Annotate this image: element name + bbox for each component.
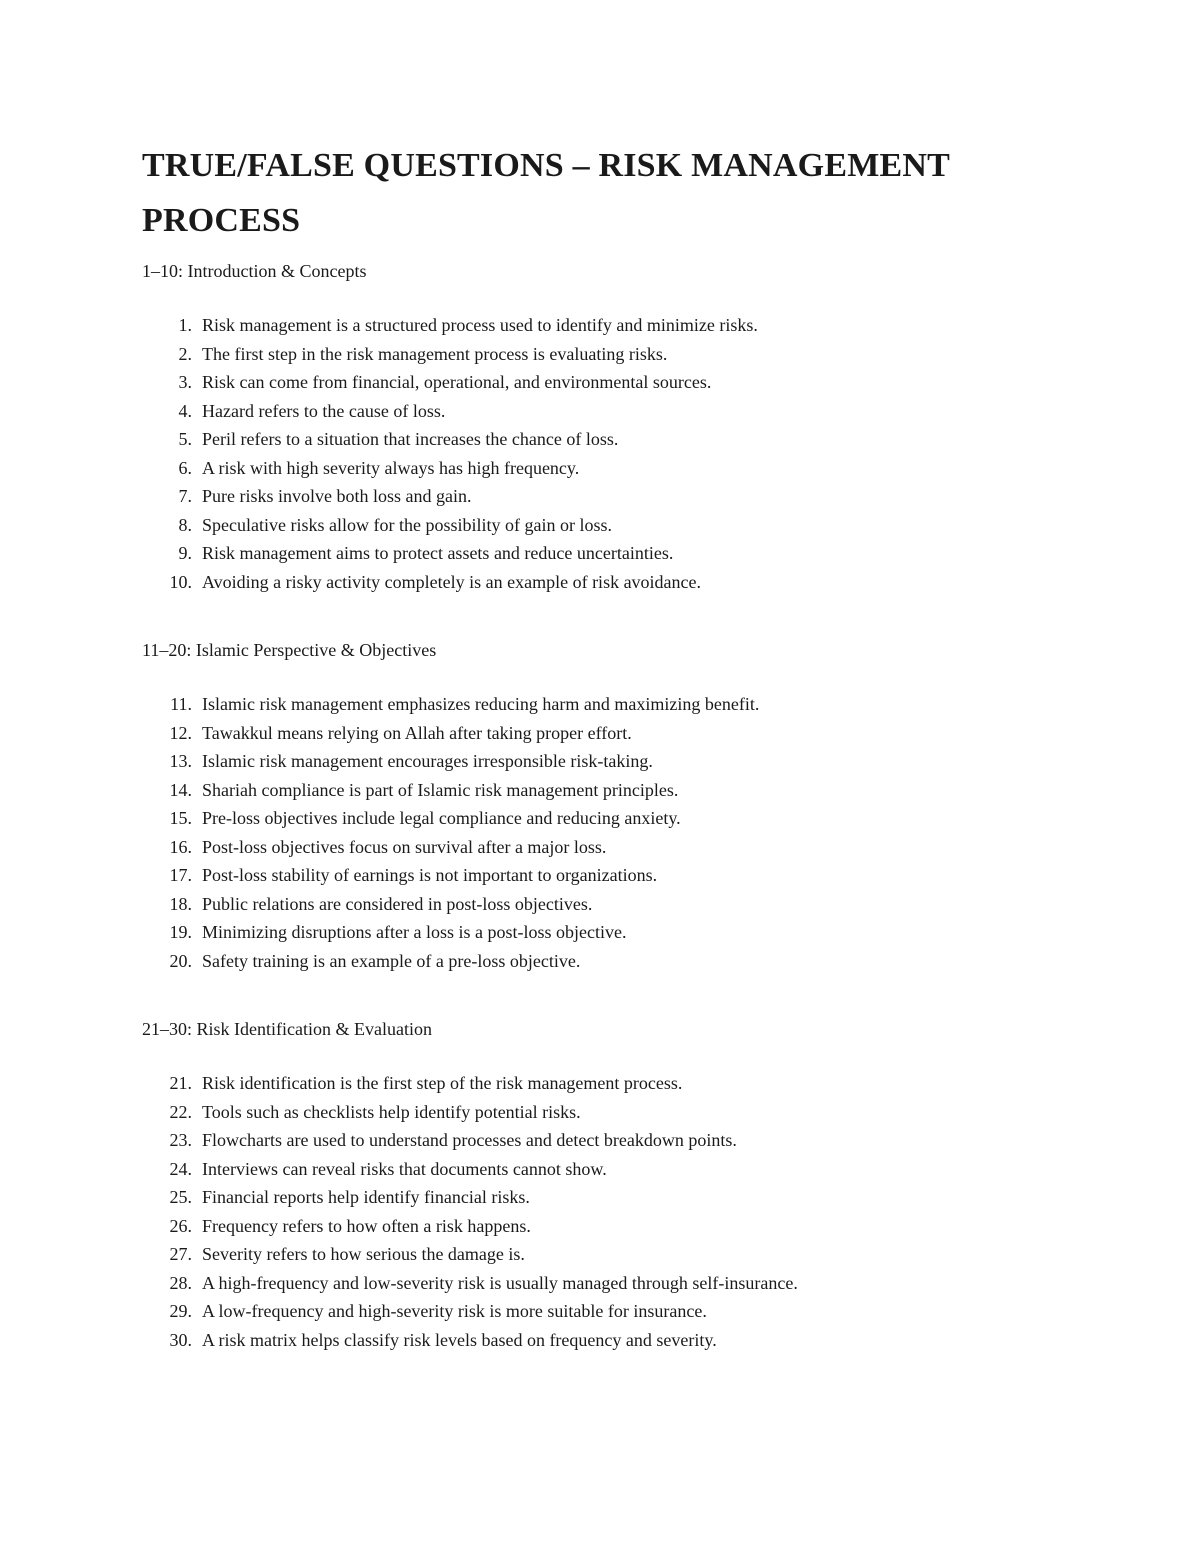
section-heading: 11–20: Islamic Perspective & Objectives [142, 640, 437, 660]
question-text: A high-frequency and low-severity risk is usually managed through self-insurance. [202, 1272, 798, 1293]
question-number: 13. [169, 751, 192, 771]
question-list [142, 1069, 1102, 1354]
section-heading: 1–10: Introduction & Concepts [142, 261, 367, 281]
question-item [142, 690, 1102, 719]
question-item [142, 311, 1102, 340]
question-number: 16. [169, 836, 192, 857]
question-item [142, 1183, 1102, 1212]
question-item [142, 1069, 1102, 1098]
question-number: 29. [169, 1301, 192, 1321]
question-text: Hazard refers to the cause of loss. [202, 400, 446, 421]
question-item [142, 368, 1102, 397]
question-number: 11. [170, 694, 192, 714]
question-item [142, 918, 1102, 947]
question-number: 21. [169, 1073, 192, 1093]
question-item [142, 1098, 1102, 1127]
question-text: Safety training is an example of a pre-loss objective. [202, 950, 581, 971]
question-item [142, 568, 1102, 597]
question-list [142, 690, 1102, 975]
question-text: Pre-loss objectives include legal compliance and reducing anxiety. [202, 808, 681, 828]
question-item [142, 747, 1102, 776]
question-number: 1. [178, 315, 192, 335]
section-introduction-concepts [142, 259, 1102, 596]
question-number: 2. [178, 343, 192, 364]
question-item [142, 397, 1102, 426]
question-text: Post-loss objectives focus on survival after a major loss. [202, 836, 607, 857]
question-number: 23. [169, 1130, 192, 1150]
question-number: 8. [178, 514, 192, 535]
question-number: 7. [178, 486, 192, 506]
question-text: Flowcharts are used to understand processes and detect breakdown points. [202, 1130, 737, 1150]
question-text: Public relations are considered in post-loss objectives. [202, 893, 593, 914]
question-item [142, 425, 1102, 454]
question-item [142, 482, 1102, 511]
question-text: Avoiding a risky activity completely is an example of risk avoidance. [202, 571, 702, 592]
question-item [142, 1240, 1102, 1269]
question-item [142, 719, 1102, 748]
question-item [142, 776, 1102, 805]
question-text: The first step in the risk management process is evaluating risks. [202, 343, 668, 364]
question-item [142, 1126, 1102, 1155]
question-text: Minimizing disruptions after a loss is a post-loss objective. [202, 922, 627, 942]
question-number: 9. [178, 543, 192, 563]
section-islamic-perspective-objectives [142, 638, 1102, 975]
question-number: 14. [169, 779, 192, 800]
question-number: 30. [169, 1329, 192, 1350]
question-number: 22. [169, 1101, 192, 1122]
question-item [142, 1269, 1102, 1298]
question-item [142, 454, 1102, 483]
question-item [142, 861, 1102, 890]
question-item [142, 947, 1102, 976]
question-text: Risk management aims to protect assets and reduce uncertainties. [202, 543, 674, 563]
question-text: Speculative risks allow for the possibility of gain or loss. [202, 514, 612, 535]
question-number: 12. [169, 722, 192, 743]
question-item [142, 511, 1102, 540]
question-text: Risk can come from financial, operational, and environmental sources. [202, 372, 712, 392]
question-list [142, 311, 1102, 596]
section-heading: 21–30: Risk Identification & Evaluation [142, 1019, 432, 1039]
question-text: Post-loss stability of earnings is not important to organizations. [202, 865, 658, 885]
question-text: Frequency refers to how often a risk happens. [202, 1215, 531, 1236]
question-number: 28. [169, 1272, 192, 1293]
question-text: Shariah compliance is part of Islamic risk management principles. [202, 779, 679, 800]
question-item [142, 890, 1102, 919]
question-item [142, 1326, 1102, 1355]
question-number: 26. [169, 1215, 192, 1236]
question-text: Islamic risk management emphasizes reducing harm and maximizing benefit. [202, 694, 760, 714]
question-text: Risk management is a structured process used to identify and minimize risks. [202, 315, 758, 335]
question-text: A risk with high severity always has high frequency. [202, 457, 580, 478]
question-number: 3. [178, 372, 192, 392]
question-text: Tools such as checklists help identify potential risks. [202, 1101, 581, 1122]
question-number: 5. [178, 429, 192, 449]
question-number: 17. [169, 865, 192, 885]
section-risk-identification-evaluation [142, 1017, 1102, 1354]
question-text: Financial reports help identify financial risks. [202, 1187, 530, 1207]
question-text: A low-frequency and high-severity risk is more suitable for insurance. [202, 1301, 707, 1321]
question-item [142, 833, 1102, 862]
question-text: A risk matrix helps classify risk levels based on frequency and severity. [202, 1329, 717, 1350]
question-number: 25. [169, 1187, 192, 1207]
question-text: Pure risks involve both loss and gain. [202, 486, 472, 506]
question-item [142, 1297, 1102, 1326]
question-text: Peril refers to a situation that increases the chance of loss. [202, 429, 619, 449]
question-text: Tawakkul means relying on Allah after taking proper effort. [202, 722, 632, 743]
question-text: Islamic risk management encourages irresponsible risk-taking. [202, 751, 653, 771]
question-number: 20. [169, 950, 192, 971]
question-number: 24. [169, 1158, 192, 1179]
question-text: Interviews can reveal risks that documents cannot show. [202, 1158, 607, 1179]
question-item [142, 804, 1102, 833]
question-item [142, 1212, 1102, 1241]
question-item [142, 539, 1102, 568]
question-number: 19. [169, 922, 192, 942]
question-text: Severity refers to how serious the damage is. [202, 1244, 525, 1264]
question-number: 15. [169, 808, 192, 828]
question-number: 18. [169, 893, 192, 914]
question-number: 27. [169, 1244, 192, 1264]
question-number: 4. [178, 400, 192, 421]
question-number: 6. [178, 457, 192, 478]
question-number: 10. [169, 571, 192, 592]
document-title: TRUE/FALSE QUESTIONS – RISK MANAGEMENT PROCESS [142, 147, 950, 239]
question-item [142, 340, 1102, 369]
question-item [142, 1155, 1102, 1184]
question-text: Risk identification is the first step of the risk management process. [202, 1073, 683, 1093]
